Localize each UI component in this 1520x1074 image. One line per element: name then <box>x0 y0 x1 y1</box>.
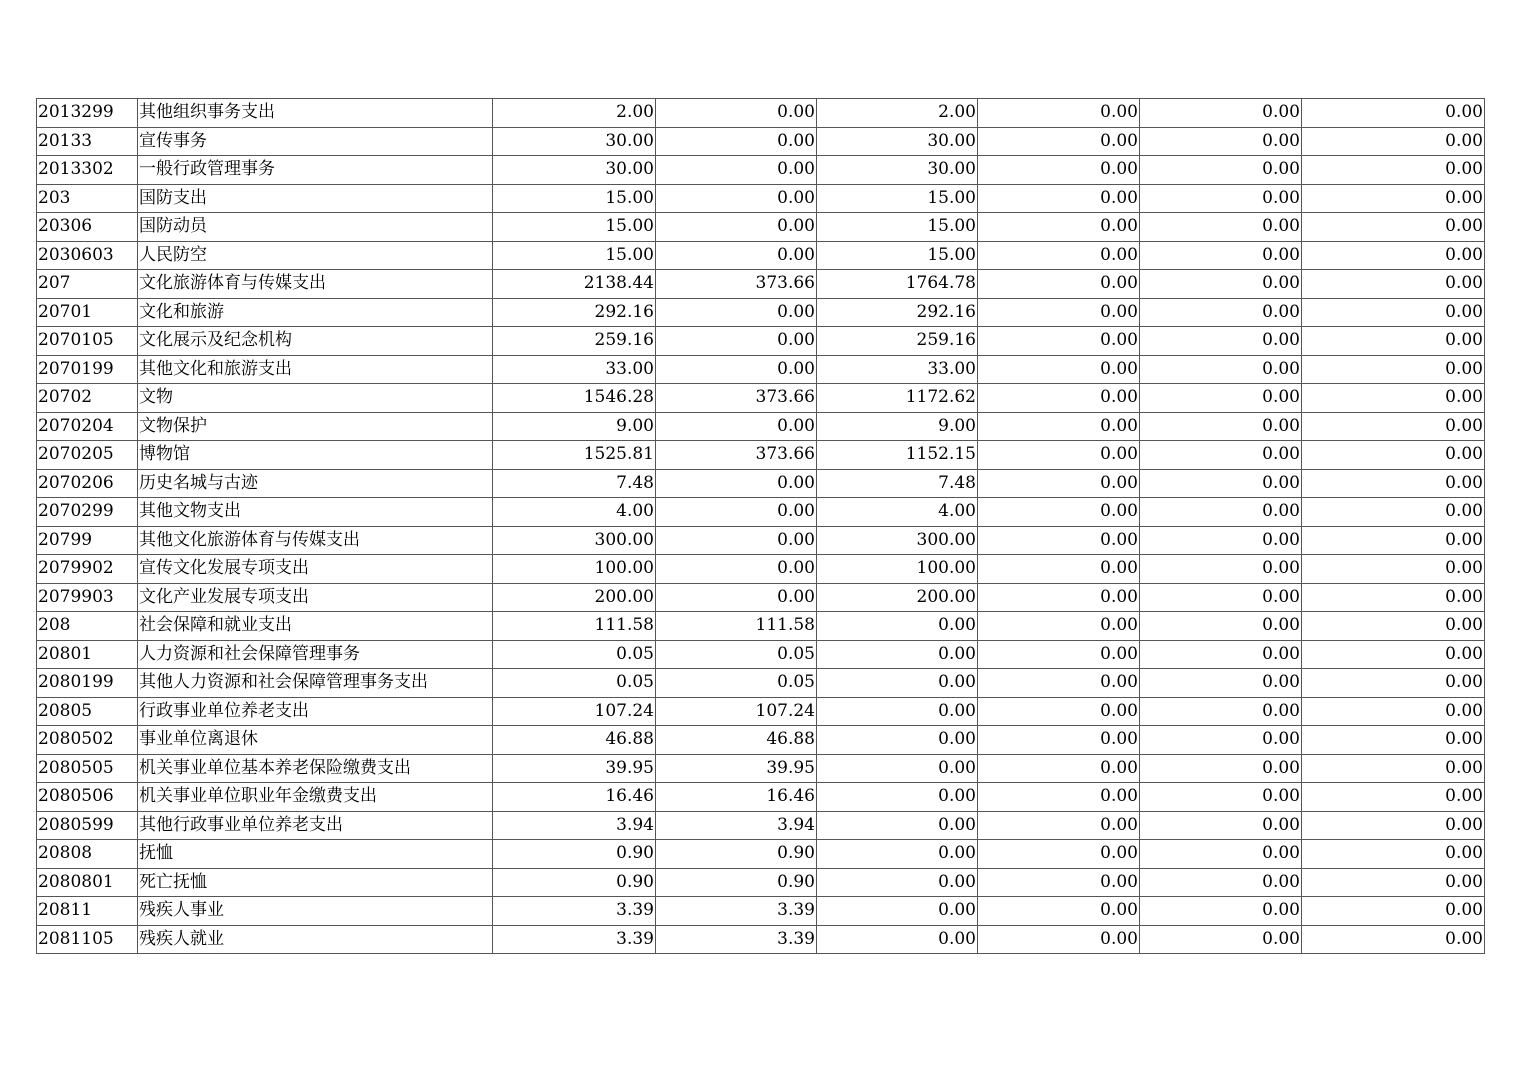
project-expenditure-cell: 0.00 <box>817 754 978 783</box>
value-col-8-cell: 0.00 <box>1302 840 1485 869</box>
project-expenditure-cell: 15.00 <box>817 241 978 270</box>
value-col-7-cell: 0.00 <box>1140 697 1302 726</box>
category-code-cell: 2070206 <box>37 469 138 498</box>
category-name-cell: 其他文化和旅游支出 <box>138 355 493 384</box>
value-col-7-cell: 0.00 <box>1140 498 1302 527</box>
value-col-6-cell: 0.00 <box>978 612 1140 641</box>
project-expenditure-cell: 0.00 <box>817 811 978 840</box>
category-code-cell: 2081105 <box>37 925 138 954</box>
basic-expenditure-cell: 0.00 <box>656 412 817 441</box>
category-name-cell: 宣传事务 <box>138 127 493 156</box>
value-col-6-cell: 0.00 <box>978 156 1140 185</box>
value-col-7-cell: 0.00 <box>1140 156 1302 185</box>
value-col-8-cell: 0.00 <box>1302 897 1485 926</box>
budget-expenditure-table <box>36 98 1485 954</box>
value-col-8-cell: 0.00 <box>1302 526 1485 555</box>
value-col-7-cell: 0.00 <box>1140 469 1302 498</box>
category-name-cell: 其他组织事务支出 <box>138 99 493 128</box>
basic-expenditure-cell: 3.39 <box>656 897 817 926</box>
value-col-8-cell: 0.00 <box>1302 669 1485 698</box>
category-code-cell: 2080505 <box>37 754 138 783</box>
value-col-6-cell: 0.00 <box>978 555 1140 584</box>
value-col-6-cell: 0.00 <box>978 184 1140 213</box>
table-body <box>37 99 1485 954</box>
value-col-8-cell: 0.00 <box>1302 783 1485 812</box>
project-expenditure-cell: 0.00 <box>817 897 978 926</box>
value-col-6-cell: 0.00 <box>978 783 1140 812</box>
category-code-cell: 2080502 <box>37 726 138 755</box>
category-code-cell: 20805 <box>37 697 138 726</box>
value-col-7-cell: 0.00 <box>1140 412 1302 441</box>
value-col-8-cell: 0.00 <box>1302 612 1485 641</box>
value-col-7-cell: 0.00 <box>1140 754 1302 783</box>
value-col-7-cell: 0.00 <box>1140 726 1302 755</box>
value-col-6-cell: 0.00 <box>978 811 1140 840</box>
basic-expenditure-cell: 373.66 <box>656 270 817 299</box>
category-name-cell: 社会保障和就业支出 <box>138 612 493 641</box>
value-col-7-cell: 0.00 <box>1140 840 1302 869</box>
project-expenditure-cell: 0.00 <box>817 783 978 812</box>
project-expenditure-cell: 0.00 <box>817 840 978 869</box>
total-cell: 0.90 <box>493 840 656 869</box>
value-col-8-cell: 0.00 <box>1302 697 1485 726</box>
project-expenditure-cell: 0.00 <box>817 868 978 897</box>
project-expenditure-cell: 0.00 <box>817 925 978 954</box>
category-code-cell: 20133 <box>37 127 138 156</box>
value-col-6-cell: 0.00 <box>978 526 1140 555</box>
basic-expenditure-cell: 0.00 <box>656 498 817 527</box>
total-cell: 9.00 <box>493 412 656 441</box>
category-name-cell: 其他文物支出 <box>138 498 493 527</box>
category-name-cell: 文化旅游体育与传媒支出 <box>138 270 493 299</box>
basic-expenditure-cell: 0.05 <box>656 640 817 669</box>
basic-expenditure-cell: 0.00 <box>656 213 817 242</box>
category-name-cell: 文物 <box>138 384 493 413</box>
basic-expenditure-cell: 0.00 <box>656 99 817 128</box>
total-cell: 30.00 <box>493 127 656 156</box>
value-col-7-cell: 0.00 <box>1140 526 1302 555</box>
category-code-cell: 2080801 <box>37 868 138 897</box>
total-cell: 0.05 <box>493 640 656 669</box>
category-code-cell: 20808 <box>37 840 138 869</box>
category-code-cell: 20701 <box>37 298 138 327</box>
value-col-7-cell: 0.00 <box>1140 555 1302 584</box>
total-cell: 3.39 <box>493 925 656 954</box>
value-col-6-cell: 0.00 <box>978 298 1140 327</box>
category-name-cell: 死亡抚恤 <box>138 868 493 897</box>
table-row <box>37 384 1485 413</box>
value-col-8-cell: 0.00 <box>1302 469 1485 498</box>
value-col-8-cell: 0.00 <box>1302 811 1485 840</box>
value-col-7-cell: 0.00 <box>1140 384 1302 413</box>
project-expenditure-cell: 0.00 <box>817 726 978 755</box>
value-col-8-cell: 0.00 <box>1302 127 1485 156</box>
project-expenditure-cell: 300.00 <box>817 526 978 555</box>
total-cell: 39.95 <box>493 754 656 783</box>
basic-expenditure-cell: 3.94 <box>656 811 817 840</box>
value-col-8-cell: 0.00 <box>1302 355 1485 384</box>
category-name-cell: 其他人力资源和社会保障管理事务支出 <box>138 669 493 698</box>
total-cell: 7.48 <box>493 469 656 498</box>
category-name-cell: 历史名城与古迹 <box>138 469 493 498</box>
value-col-8-cell: 0.00 <box>1302 327 1485 356</box>
basic-expenditure-cell: 107.24 <box>656 697 817 726</box>
category-code-cell: 2070199 <box>37 355 138 384</box>
category-code-cell: 2080199 <box>37 669 138 698</box>
value-col-6-cell: 0.00 <box>978 726 1140 755</box>
value-col-6-cell: 0.00 <box>978 697 1140 726</box>
basic-expenditure-cell: 0.00 <box>656 241 817 270</box>
project-expenditure-cell: 259.16 <box>817 327 978 356</box>
project-expenditure-cell: 100.00 <box>817 555 978 584</box>
basic-expenditure-cell: 0.00 <box>656 127 817 156</box>
basic-expenditure-cell: 0.00 <box>656 184 817 213</box>
value-col-6-cell: 0.00 <box>978 327 1140 356</box>
value-col-7-cell: 0.00 <box>1140 355 1302 384</box>
total-cell: 292.16 <box>493 298 656 327</box>
basic-expenditure-cell: 0.00 <box>656 526 817 555</box>
value-col-6-cell: 0.00 <box>978 754 1140 783</box>
category-name-cell: 文物保护 <box>138 412 493 441</box>
total-cell: 259.16 <box>493 327 656 356</box>
basic-expenditure-cell: 0.90 <box>656 868 817 897</box>
total-cell: 15.00 <box>493 184 656 213</box>
value-col-6-cell: 0.00 <box>978 99 1140 128</box>
value-col-6-cell: 0.00 <box>978 213 1140 242</box>
value-col-8-cell: 0.00 <box>1302 156 1485 185</box>
project-expenditure-cell: 30.00 <box>817 156 978 185</box>
value-col-7-cell: 0.00 <box>1140 241 1302 270</box>
table-row <box>37 811 1485 840</box>
value-col-7-cell: 0.00 <box>1140 327 1302 356</box>
value-col-7-cell: 0.00 <box>1140 270 1302 299</box>
value-col-8-cell: 0.00 <box>1302 412 1485 441</box>
category-code-cell: 20799 <box>37 526 138 555</box>
total-cell: 16.46 <box>493 783 656 812</box>
value-col-7-cell: 0.00 <box>1140 811 1302 840</box>
total-cell: 2.00 <box>493 99 656 128</box>
value-col-6-cell: 0.00 <box>978 241 1140 270</box>
category-name-cell: 残疾人就业 <box>138 925 493 954</box>
table-row <box>37 840 1485 869</box>
value-col-7-cell: 0.00 <box>1140 184 1302 213</box>
value-col-6-cell: 0.00 <box>978 127 1140 156</box>
value-col-6-cell: 0.00 <box>978 583 1140 612</box>
category-code-cell: 2079902 <box>37 555 138 584</box>
category-code-cell: 2079903 <box>37 583 138 612</box>
category-name-cell: 文化展示及纪念机构 <box>138 327 493 356</box>
table-row <box>37 241 1485 270</box>
basic-expenditure-cell: 3.39 <box>656 925 817 954</box>
project-expenditure-cell: 1152.15 <box>817 441 978 470</box>
category-name-cell: 国防支出 <box>138 184 493 213</box>
value-col-8-cell: 0.00 <box>1302 583 1485 612</box>
category-code-cell: 20306 <box>37 213 138 242</box>
project-expenditure-cell: 200.00 <box>817 583 978 612</box>
table-row <box>37 99 1485 128</box>
table-row <box>37 156 1485 185</box>
table-row <box>37 555 1485 584</box>
category-code-cell: 20702 <box>37 384 138 413</box>
total-cell: 300.00 <box>493 526 656 555</box>
project-expenditure-cell: 0.00 <box>817 640 978 669</box>
total-cell: 3.39 <box>493 897 656 926</box>
value-col-7-cell: 0.00 <box>1140 127 1302 156</box>
category-name-cell: 文化和旅游 <box>138 298 493 327</box>
category-name-cell: 事业单位离退休 <box>138 726 493 755</box>
value-col-6-cell: 0.00 <box>978 355 1140 384</box>
value-col-6-cell: 0.00 <box>978 868 1140 897</box>
project-expenditure-cell: 1172.62 <box>817 384 978 413</box>
project-expenditure-cell: 33.00 <box>817 355 978 384</box>
project-expenditure-cell: 15.00 <box>817 184 978 213</box>
project-expenditure-cell: 1764.78 <box>817 270 978 299</box>
basic-expenditure-cell: 16.46 <box>656 783 817 812</box>
value-col-6-cell: 0.00 <box>978 270 1140 299</box>
basic-expenditure-cell: 0.00 <box>656 298 817 327</box>
total-cell: 200.00 <box>493 583 656 612</box>
category-name-cell: 机关事业单位职业年金缴费支出 <box>138 783 493 812</box>
value-col-8-cell: 0.00 <box>1302 555 1485 584</box>
value-col-6-cell: 0.00 <box>978 925 1140 954</box>
project-expenditure-cell: 292.16 <box>817 298 978 327</box>
value-col-6-cell: 0.00 <box>978 412 1140 441</box>
basic-expenditure-cell: 0.00 <box>656 156 817 185</box>
value-col-8-cell: 0.00 <box>1302 868 1485 897</box>
basic-expenditure-cell: 373.66 <box>656 441 817 470</box>
table-row <box>37 640 1485 669</box>
category-code-cell: 2070105 <box>37 327 138 356</box>
table-row <box>37 412 1485 441</box>
category-name-cell: 残疾人事业 <box>138 897 493 926</box>
value-col-8-cell: 0.00 <box>1302 925 1485 954</box>
category-code-cell: 2080599 <box>37 811 138 840</box>
project-expenditure-cell: 0.00 <box>817 669 978 698</box>
table-row <box>37 298 1485 327</box>
table-row <box>37 469 1485 498</box>
value-col-8-cell: 0.00 <box>1302 384 1485 413</box>
category-name-cell: 一般行政管理事务 <box>138 156 493 185</box>
total-cell: 33.00 <box>493 355 656 384</box>
basic-expenditure-cell: 46.88 <box>656 726 817 755</box>
total-cell: 1525.81 <box>493 441 656 470</box>
value-col-7-cell: 0.00 <box>1140 669 1302 698</box>
table-row <box>37 355 1485 384</box>
value-col-8-cell: 0.00 <box>1302 213 1485 242</box>
table-row <box>37 327 1485 356</box>
category-code-cell: 2080506 <box>37 783 138 812</box>
basic-expenditure-cell: 0.90 <box>656 840 817 869</box>
basic-expenditure-cell: 0.00 <box>656 327 817 356</box>
category-code-cell: 2070299 <box>37 498 138 527</box>
value-col-6-cell: 0.00 <box>978 498 1140 527</box>
value-col-6-cell: 0.00 <box>978 640 1140 669</box>
category-name-cell: 人力资源和社会保障管理事务 <box>138 640 493 669</box>
value-col-7-cell: 0.00 <box>1140 925 1302 954</box>
category-code-cell: 2070205 <box>37 441 138 470</box>
basic-expenditure-cell: 373.66 <box>656 384 817 413</box>
value-col-7-cell: 0.00 <box>1140 897 1302 926</box>
project-expenditure-cell: 2.00 <box>817 99 978 128</box>
category-code-cell: 2030603 <box>37 241 138 270</box>
table-row <box>37 498 1485 527</box>
value-col-8-cell: 0.00 <box>1302 640 1485 669</box>
value-col-7-cell: 0.00 <box>1140 99 1302 128</box>
total-cell: 15.00 <box>493 241 656 270</box>
category-code-cell: 2013302 <box>37 156 138 185</box>
value-col-6-cell: 0.00 <box>978 384 1140 413</box>
value-col-8-cell: 0.00 <box>1302 726 1485 755</box>
project-expenditure-cell: 15.00 <box>817 213 978 242</box>
basic-expenditure-cell: 0.00 <box>656 555 817 584</box>
total-cell: 0.90 <box>493 868 656 897</box>
project-expenditure-cell: 4.00 <box>817 498 978 527</box>
category-name-cell: 其他行政事业单位养老支出 <box>138 811 493 840</box>
table-row <box>37 868 1485 897</box>
value-col-7-cell: 0.00 <box>1140 298 1302 327</box>
basic-expenditure-cell: 111.58 <box>656 612 817 641</box>
project-expenditure-cell: 30.00 <box>817 127 978 156</box>
category-name-cell: 行政事业单位养老支出 <box>138 697 493 726</box>
value-col-6-cell: 0.00 <box>978 469 1140 498</box>
basic-expenditure-cell: 0.00 <box>656 583 817 612</box>
table-row <box>37 127 1485 156</box>
value-col-8-cell: 0.00 <box>1302 298 1485 327</box>
value-col-6-cell: 0.00 <box>978 840 1140 869</box>
project-expenditure-cell: 0.00 <box>817 697 978 726</box>
value-col-7-cell: 0.00 <box>1140 640 1302 669</box>
table-row <box>37 184 1485 213</box>
category-name-cell: 博物馆 <box>138 441 493 470</box>
table-row <box>37 213 1485 242</box>
project-expenditure-cell: 7.48 <box>817 469 978 498</box>
value-col-6-cell: 0.00 <box>978 897 1140 926</box>
table-row <box>37 583 1485 612</box>
table-row <box>37 925 1485 954</box>
table-row <box>37 783 1485 812</box>
table-row <box>37 669 1485 698</box>
basic-expenditure-cell: 0.00 <box>656 355 817 384</box>
table-row <box>37 726 1485 755</box>
project-expenditure-cell: 9.00 <box>817 412 978 441</box>
total-cell: 4.00 <box>493 498 656 527</box>
table-row <box>37 697 1485 726</box>
category-name-cell: 机关事业单位基本养老保险缴费支出 <box>138 754 493 783</box>
total-cell: 46.88 <box>493 726 656 755</box>
category-code-cell: 207 <box>37 270 138 299</box>
category-code-cell: 2070204 <box>37 412 138 441</box>
category-name-cell: 宣传文化发展专项支出 <box>138 555 493 584</box>
total-cell: 0.05 <box>493 669 656 698</box>
category-name-cell: 其他文化旅游体育与传媒支出 <box>138 526 493 555</box>
table-row <box>37 754 1485 783</box>
value-col-8-cell: 0.00 <box>1302 498 1485 527</box>
basic-expenditure-cell: 0.05 <box>656 669 817 698</box>
basic-expenditure-cell: 0.00 <box>656 469 817 498</box>
category-code-cell: 20801 <box>37 640 138 669</box>
value-col-7-cell: 0.00 <box>1140 441 1302 470</box>
category-code-cell: 208 <box>37 612 138 641</box>
category-name-cell: 国防动员 <box>138 213 493 242</box>
value-col-8-cell: 0.00 <box>1302 754 1485 783</box>
table-row <box>37 897 1485 926</box>
total-cell: 2138.44 <box>493 270 656 299</box>
table-row <box>37 612 1485 641</box>
table-row <box>37 526 1485 555</box>
total-cell: 3.94 <box>493 811 656 840</box>
category-code-cell: 2013299 <box>37 99 138 128</box>
value-col-8-cell: 0.00 <box>1302 270 1485 299</box>
value-col-8-cell: 0.00 <box>1302 99 1485 128</box>
category-code-cell: 203 <box>37 184 138 213</box>
total-cell: 111.58 <box>493 612 656 641</box>
total-cell: 15.00 <box>493 213 656 242</box>
value-col-6-cell: 0.00 <box>978 669 1140 698</box>
value-col-7-cell: 0.00 <box>1140 868 1302 897</box>
table-row <box>37 441 1485 470</box>
value-col-7-cell: 0.00 <box>1140 213 1302 242</box>
value-col-7-cell: 0.00 <box>1140 783 1302 812</box>
value-col-8-cell: 0.00 <box>1302 441 1485 470</box>
value-col-6-cell: 0.00 <box>978 441 1140 470</box>
project-expenditure-cell: 0.00 <box>817 612 978 641</box>
table-row <box>37 270 1485 299</box>
value-col-7-cell: 0.00 <box>1140 612 1302 641</box>
total-cell: 100.00 <box>493 555 656 584</box>
value-col-8-cell: 0.00 <box>1302 184 1485 213</box>
basic-expenditure-cell: 39.95 <box>656 754 817 783</box>
category-name-cell: 人民防空 <box>138 241 493 270</box>
total-cell: 1546.28 <box>493 384 656 413</box>
category-name-cell: 文化产业发展专项支出 <box>138 583 493 612</box>
category-name-cell: 抚恤 <box>138 840 493 869</box>
value-col-7-cell: 0.00 <box>1140 583 1302 612</box>
total-cell: 30.00 <box>493 156 656 185</box>
total-cell: 107.24 <box>493 697 656 726</box>
category-code-cell: 20811 <box>37 897 138 926</box>
value-col-8-cell: 0.00 <box>1302 241 1485 270</box>
